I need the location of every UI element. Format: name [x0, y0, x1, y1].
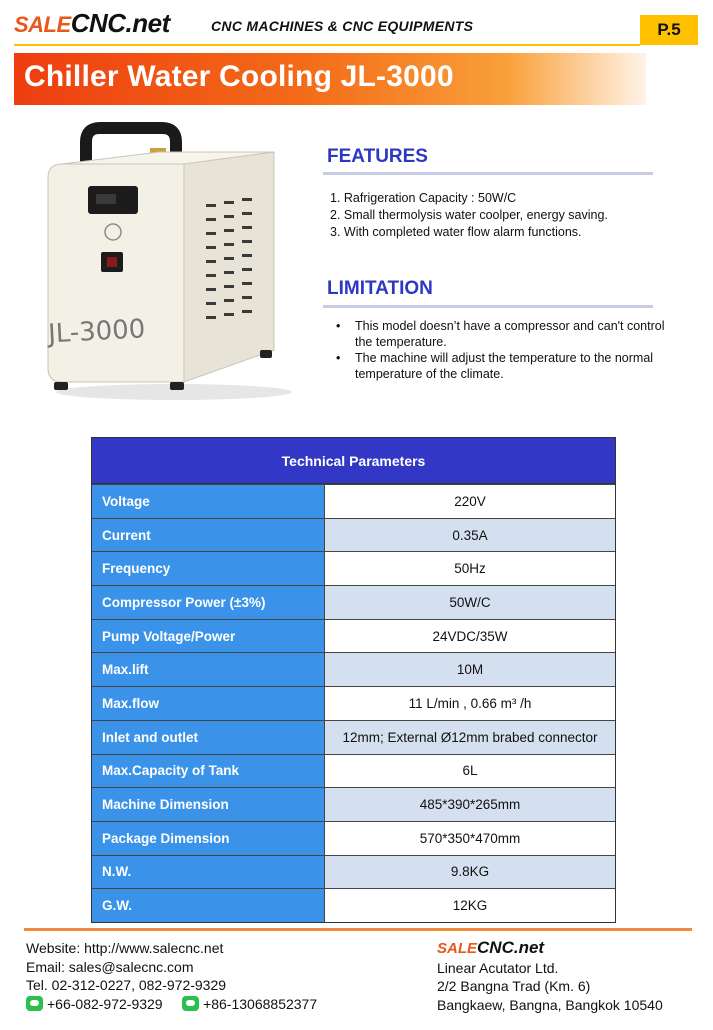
limitation-divider — [323, 305, 653, 308]
wechat-contact — [182, 995, 317, 1014]
limitation-item: • This model doesn’t have a compressor and can't control the temperature. — [336, 318, 666, 350]
feature-item: 1. Rafrigeration Capacity : 50W/C — [330, 191, 517, 205]
param-value: 50W/C — [325, 586, 615, 619]
param-value: 6L — [462, 763, 478, 779]
param-value: 0.35A — [325, 519, 615, 552]
table-row — [92, 754, 615, 788]
line-number: +66-082-972-9329 — [47, 995, 163, 1012]
param-label: Current — [92, 519, 325, 552]
line-contact — [26, 995, 163, 1014]
param-label: N.W. — [92, 856, 325, 889]
footer-tel: Tel. 02-312-0227, 082-972-9329 — [26, 977, 227, 993]
param-value: 220V — [454, 493, 486, 509]
param-label: Max.flow — [92, 687, 325, 720]
table-title: Technical Parameters — [92, 438, 615, 484]
footer-logo-sale: SALE — [437, 940, 478, 957]
footer-messengers — [26, 995, 317, 1016]
limitation-list — [336, 318, 666, 382]
chiller-product-image — [34, 120, 294, 410]
table-row — [92, 551, 615, 585]
param-label: Max.lift — [92, 653, 325, 686]
product-model-label: JL-3000 — [47, 314, 147, 350]
feature-item: 3. With completed water flow alarm functions. — [330, 225, 582, 239]
param-label: G.W. — [92, 889, 325, 922]
company-name: Linear Acutator Ltd. — [437, 959, 559, 976]
table-row — [92, 821, 615, 855]
page-title: Chiller Water Cooling JL-3000 — [24, 60, 454, 93]
tagline: CNC MACHINES & CNC EQUIPMENTS — [211, 18, 474, 34]
table-row — [92, 652, 615, 686]
param-value: 12mm; External Ø12mm brabed connector — [325, 721, 615, 754]
footer-company — [437, 939, 663, 1014]
feature-item: 2. Small thermolysis water coolper, energy saving. — [330, 208, 608, 222]
footer-email: Email: sales@salecnc.com — [26, 958, 194, 975]
table-row — [92, 518, 615, 552]
param-label: Pump Voltage/Power — [92, 620, 325, 653]
param-value: 485*390*265mm — [325, 788, 615, 821]
footer-logo-rest: CNC.net — [477, 938, 545, 957]
table-row — [92, 585, 615, 619]
table-row — [92, 720, 615, 754]
param-label: Inlet and outlet — [92, 721, 325, 754]
param-value: 24VDC/35W — [432, 628, 508, 644]
param-value: 570*350*470mm — [419, 830, 521, 846]
param-value: 12KG — [452, 898, 488, 914]
table-row — [92, 484, 615, 518]
brand-logo — [14, 8, 170, 39]
param-label: Frequency — [92, 552, 325, 585]
limitation-heading: LIMITATION — [327, 278, 433, 299]
features-list — [330, 190, 670, 241]
limitation-item: • The machine will adjust the temperature to the normal temperature of the climate. — [336, 350, 666, 382]
footer-website: Website: http://www.salecnc.net — [26, 940, 224, 956]
address-line-2: Bangkaew, Bangna, Bangkok 10540 — [437, 996, 663, 1013]
features-heading: FEATURES — [327, 146, 428, 167]
brand-logo-rest: CNC.net — [70, 8, 170, 38]
param-label: Machine Dimension — [92, 788, 325, 821]
line-icon — [26, 996, 43, 1011]
footer-divider — [24, 928, 692, 931]
wechat-number: +86-13068852377 — [203, 995, 318, 1012]
table-row — [92, 888, 615, 922]
table-row — [92, 787, 615, 821]
param-value: 9.8KG — [325, 856, 615, 889]
footer-logo — [437, 939, 663, 959]
header-divider — [14, 44, 640, 46]
param-label: Max.Capacity of Tank — [92, 755, 325, 788]
address-line-1: 2/2 Bangna Trad (Km. 6) — [437, 978, 591, 994]
param-value: 11 L/min , 0.66 m³ /h — [408, 695, 532, 711]
table-row — [92, 619, 615, 653]
param-label: Package Dimension — [92, 822, 325, 855]
technical-parameters-table — [91, 437, 616, 923]
param-label: Voltage — [92, 485, 325, 518]
param-value: 10M — [325, 653, 615, 686]
footer-contact — [26, 939, 317, 1016]
features-divider — [323, 172, 653, 175]
page-number-badge: P.5 — [640, 15, 698, 45]
param-label: Compressor Power (±3%) — [92, 586, 325, 619]
table-row — [92, 686, 615, 720]
param-value: 50Hz — [454, 561, 486, 577]
wechat-icon — [182, 996, 199, 1011]
brand-logo-sale: SALE — [14, 12, 71, 37]
table-row — [92, 855, 615, 889]
